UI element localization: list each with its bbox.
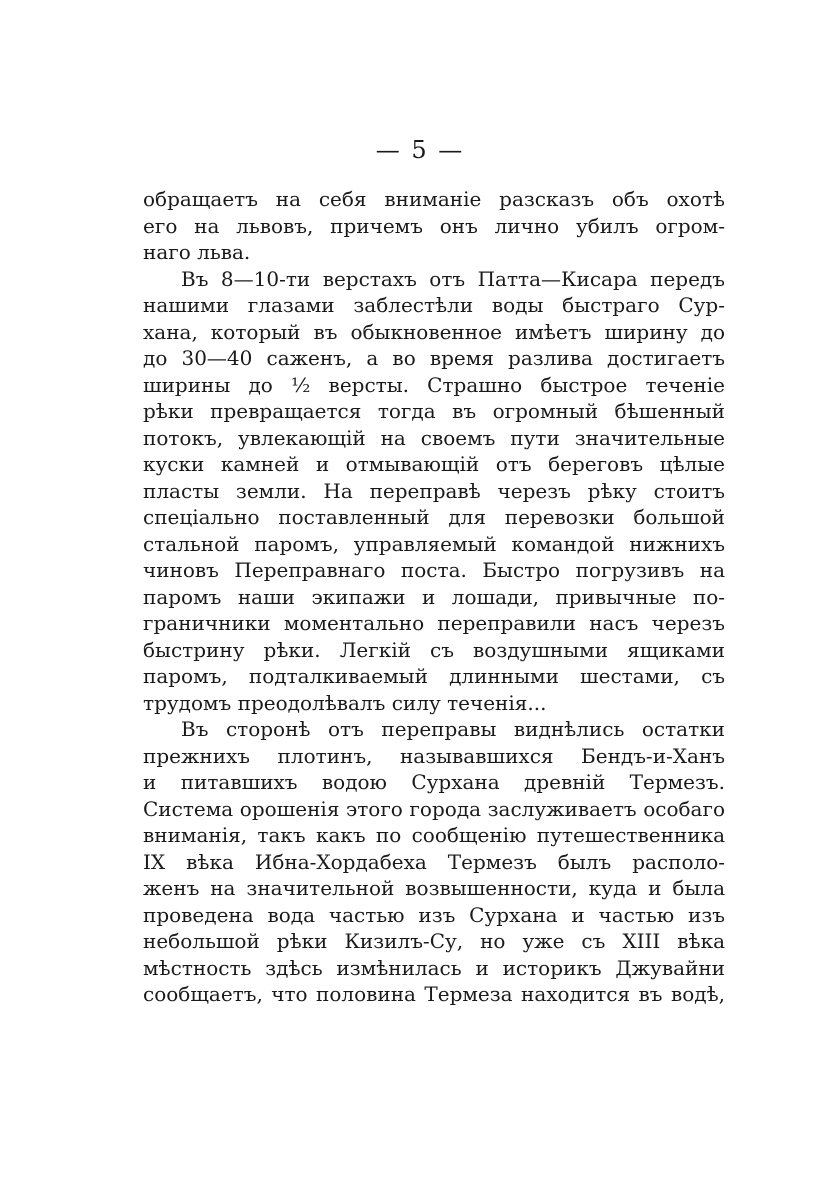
text-line: хана, который въ обыкновенное имѣетъ ширину до	[143, 319, 725, 344]
text-line: мѣстность здѣсь измѣнилась и историкъ Джувайни	[143, 955, 725, 980]
text-line: наго льва.	[143, 240, 251, 264]
text-line: его на львовъ, причемъ онъ лично убилъ огром-	[143, 213, 725, 238]
text-line: куски камней и отмывающій отъ береговъ цѣлые	[143, 452, 725, 476]
text-line: стальной паромъ, управляемый командой нижнихъ	[143, 531, 725, 556]
text-line: паромъ, подталкиваемый длинными шестами, съ	[143, 664, 725, 688]
text-line: проведена вода частью изъ Сурхана и частью изъ	[143, 902, 725, 927]
text-line: IX вѣка Ибна-Хордабеха Термезъ былъ располо-	[143, 849, 725, 874]
text-line: быстрину рѣки. Легкій съ воздушными ящиками	[143, 637, 725, 662]
text-line: вниманія, такъ какъ по сообщенію путешественника	[143, 823, 725, 847]
text-line: чиновъ Переправнаго поста. Быстро погрузивъ на	[143, 558, 725, 582]
text-line: пласты земли. На переправѣ черезъ рѣку стоитъ	[143, 478, 725, 503]
text-line: и питавшихъ водою Сурхана древній Термезъ.	[143, 770, 725, 794]
text-line: рѣки превращается тогда въ огромный бѣшенный	[143, 399, 725, 423]
text-line: нашими глазами заблестѣли воды быстраго Сур-	[143, 293, 725, 317]
text-line: ширины до ½ версты. Страшно быстрое теченіе	[143, 372, 725, 397]
text-line: прежнихъ плотинъ, называвшихся Бендъ-и-Ханъ	[143, 743, 725, 768]
text-line: Система орошенія этого города заслуживаетъ особаго	[143, 796, 725, 821]
text-line: до 30—40 саженъ, а во время разлива достигаетъ	[143, 346, 725, 370]
paragraph-first-line: Въ сторонѣ отъ переправы виднѣлись остатки	[181, 717, 725, 741]
text-line: спеціально поставленный для перевозки большой	[143, 505, 725, 529]
page-number: — 5 —	[375, 136, 465, 164]
text-line: потокъ, увлекающій на своемъ пути значительные	[143, 425, 725, 450]
text-line: трудомъ преодолѣвалъ силу теченія...	[143, 690, 547, 715]
text-line: обращаетъ на себя вниманіе разсказъ объ охотѣ	[143, 187, 725, 211]
text-line: паромъ наши экипажи и лошади, привычные по-	[143, 584, 725, 609]
text-line: небольшой рѣки Кизилъ-Су, но уже съ XIII вѣка	[143, 929, 725, 953]
body-text	[143, 186, 725, 1008]
text-line: граничники моментально переправили насъ черезъ	[143, 611, 725, 635]
text-line: сообщаетъ, что половина Термеза находится въ водѣ,	[143, 982, 725, 1006]
text-line: женъ на значительной возвышенности, куда и была	[143, 876, 725, 900]
paragraph-first-line: Въ 8—10-ти верстахъ отъ Патта—Кисара передъ	[181, 266, 725, 291]
